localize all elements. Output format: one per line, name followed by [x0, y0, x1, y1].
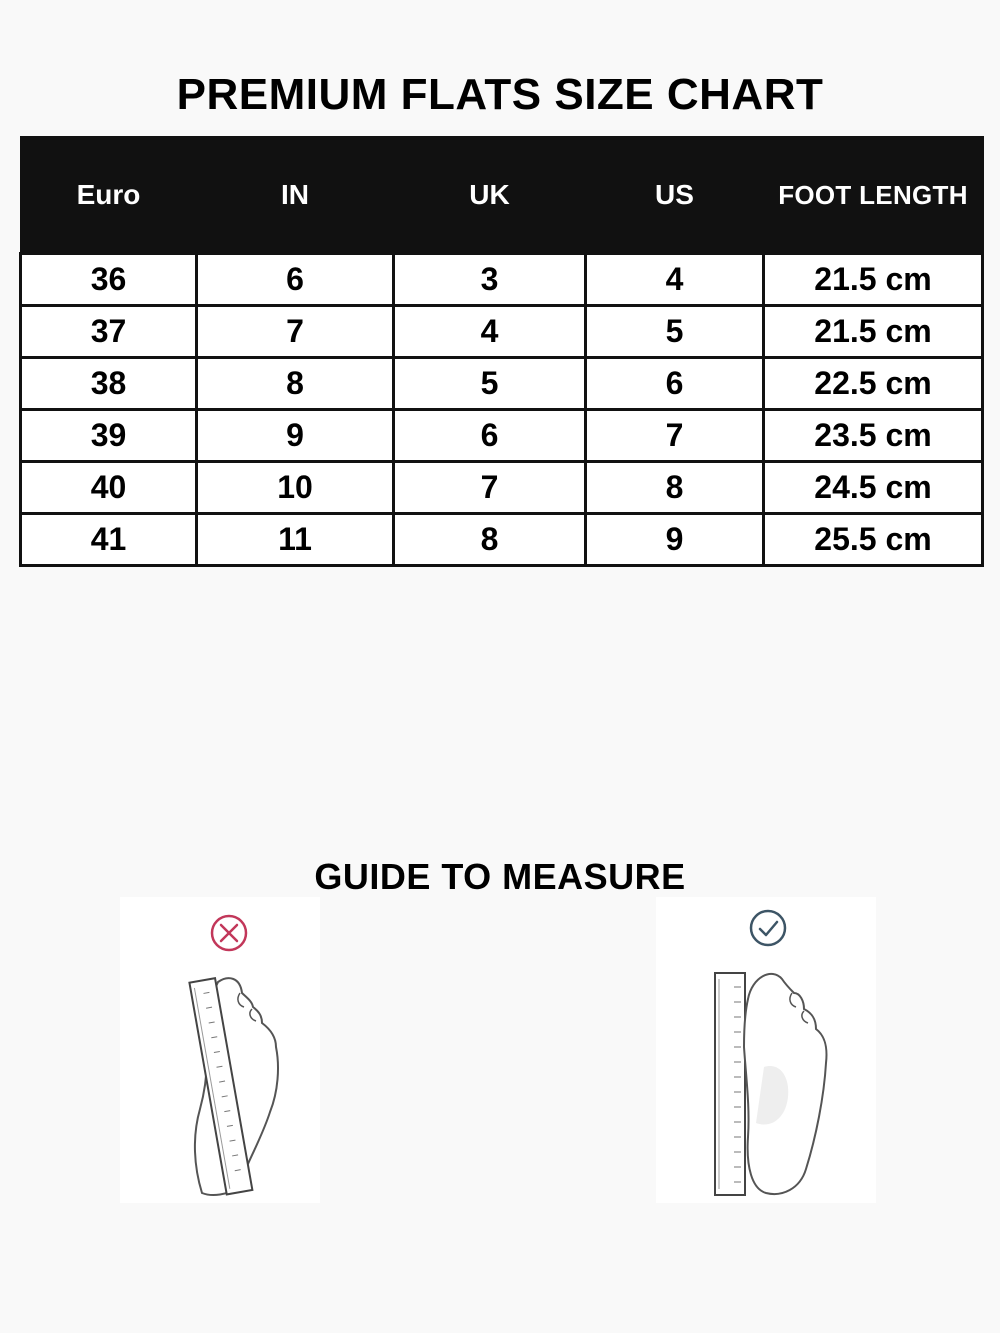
cell-in: 9	[197, 410, 394, 462]
cell-us: 6	[586, 358, 764, 410]
cell-in: 6	[197, 254, 394, 306]
cell-in: 7	[197, 306, 394, 358]
size-chart-table	[19, 136, 984, 567]
cell-in: 11	[197, 514, 394, 566]
cell-us: 5	[586, 306, 764, 358]
header-euro: Euro	[21, 137, 197, 254]
table-row	[21, 514, 983, 566]
cell-foot-length: 21.5 cm	[764, 254, 983, 306]
cell-foot-length: 22.5 cm	[764, 358, 983, 410]
wrong-method-drawing	[120, 897, 320, 1203]
table-row	[21, 410, 983, 462]
right-method-drawing	[656, 897, 876, 1203]
cell-uk: 6	[394, 410, 586, 462]
guide-right-method-illustration	[656, 897, 876, 1203]
cell-uk: 5	[394, 358, 586, 410]
cell-euro: 36	[21, 254, 197, 306]
table-row	[21, 358, 983, 410]
table-row	[21, 306, 983, 358]
header-us: US	[586, 137, 764, 254]
header-in: IN	[197, 137, 394, 254]
ruler-icon	[715, 973, 745, 1195]
cell-foot-length: 21.5 cm	[764, 306, 983, 358]
guide-wrong-method-illustration	[120, 897, 320, 1203]
page-title: PREMIUM FLATS SIZE CHART	[176, 70, 824, 119]
foot-icon	[744, 974, 827, 1194]
cell-foot-length: 25.5 cm	[764, 514, 983, 566]
table-header-row	[21, 137, 983, 254]
cell-euro: 39	[21, 410, 197, 462]
cell-euro: 37	[21, 306, 197, 358]
cell-uk: 7	[394, 462, 586, 514]
cell-uk: 4	[394, 306, 586, 358]
cell-foot-length: 23.5 cm	[764, 410, 983, 462]
cell-us: 4	[586, 254, 764, 306]
cell-uk: 3	[394, 254, 586, 306]
cell-euro: 38	[21, 358, 197, 410]
header-foot-length: FOOT LENGTH	[764, 137, 983, 254]
table-row	[21, 462, 983, 514]
cell-euro: 40	[21, 462, 197, 514]
header-uk: UK	[394, 137, 586, 254]
cell-us: 9	[586, 514, 764, 566]
check-circle-icon	[751, 911, 785, 945]
table-row	[21, 254, 983, 306]
cell-uk: 8	[394, 514, 586, 566]
cell-foot-length: 24.5 cm	[764, 462, 983, 514]
cell-in: 10	[197, 462, 394, 514]
cell-us: 7	[586, 410, 764, 462]
guide-title: GUIDE TO MEASURE	[314, 856, 686, 897]
x-circle-icon	[212, 916, 246, 950]
cell-euro: 41	[21, 514, 197, 566]
cell-in: 8	[197, 358, 394, 410]
cell-us: 8	[586, 462, 764, 514]
